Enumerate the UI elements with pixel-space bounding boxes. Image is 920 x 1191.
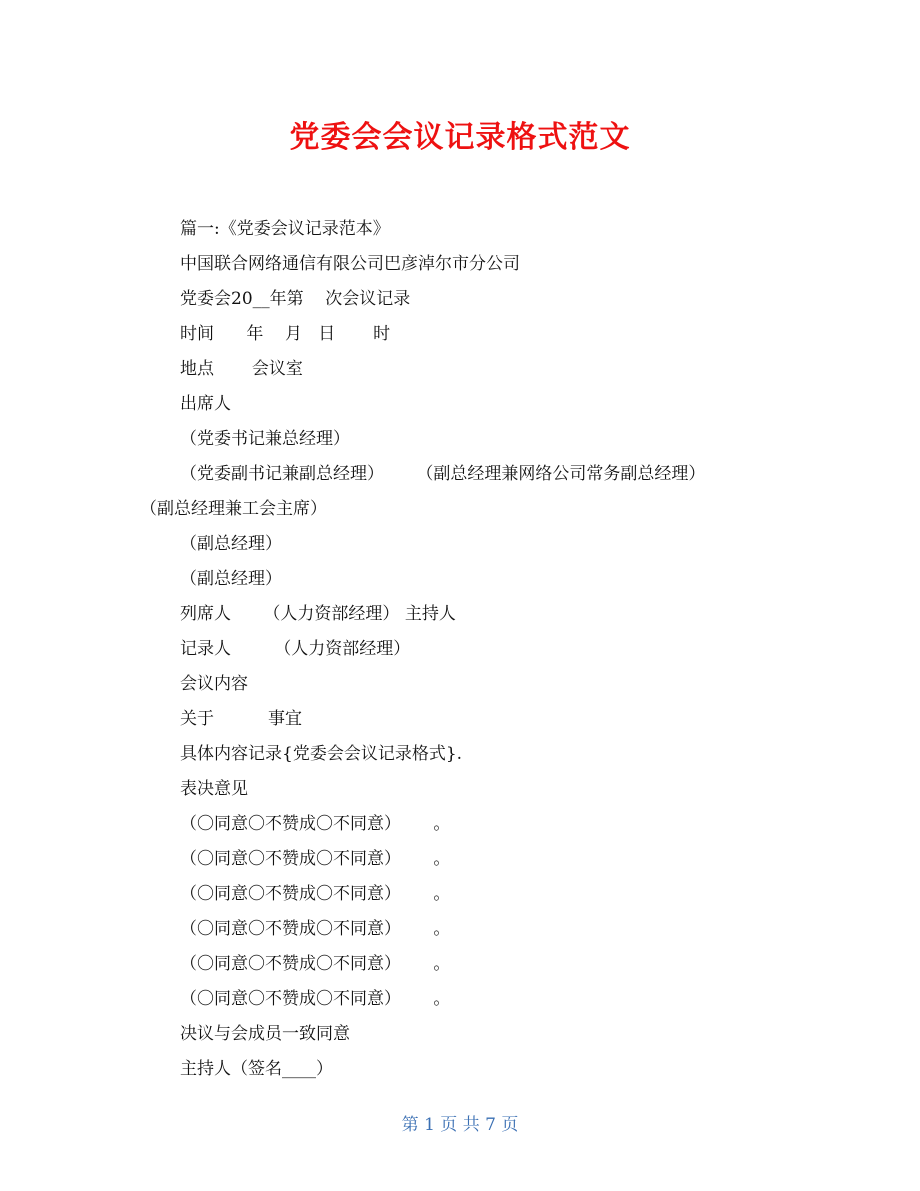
vote-option-line: （〇同意〇不赞成〇不同意） 。 <box>180 954 451 974</box>
page-number: 第 1 页 共 7 页 <box>401 1115 519 1135</box>
body-line: （副总经理） <box>180 569 282 589</box>
body-line: 决议与会成员一致同意 <box>180 1024 350 1044</box>
body-line: （党委书记兼总经理） <box>180 429 350 449</box>
document-title: 党委会会议记录格式范文 <box>289 120 631 155</box>
vote-option-line: （〇同意〇不赞成〇不同意） 。 <box>180 919 451 939</box>
vote-option-line: （〇同意〇不赞成〇不同意） 。 <box>180 814 451 834</box>
body-line: 表决意见 <box>180 779 248 799</box>
body-line: 会议内容 <box>180 674 248 694</box>
body-line: （党委副书记兼副总经理） （副总经理兼网络公司常务副总经理） <box>180 464 706 484</box>
body-line: 中国联合网络通信有限公司巴彦淖尔市分公司 <box>180 254 520 274</box>
vote-option-line: （〇同意〇不赞成〇不同意） 。 <box>180 849 451 869</box>
body-line: 地点 会议室 <box>180 359 303 379</box>
body-line: 具体内容记录{党委会会议记录格式}. <box>180 744 463 764</box>
body-line: 记录人 （人力资部经理） <box>180 639 411 659</box>
vote-option-line: （〇同意〇不赞成〇不同意） 。 <box>180 884 451 904</box>
signature-line: 主持人（签名____） <box>180 1059 333 1079</box>
body-line: 时间 年 月 日 时 <box>180 324 391 344</box>
body-line: 党委会20__年第 次会议记录 <box>180 289 411 309</box>
body-line: （副总经理兼工会主席） <box>140 499 327 519</box>
body-line: 列席人 （人力资部经理） 主持人 <box>180 604 456 624</box>
body-line: 关于 事宜 <box>180 709 303 729</box>
vote-option-line: （〇同意〇不赞成〇不同意） 。 <box>180 989 451 1009</box>
body-line: 篇一:《党委会议记录范本》 <box>180 219 390 239</box>
body-line: （副总经理） <box>180 534 282 554</box>
body-line: 出席人 <box>180 394 231 414</box>
